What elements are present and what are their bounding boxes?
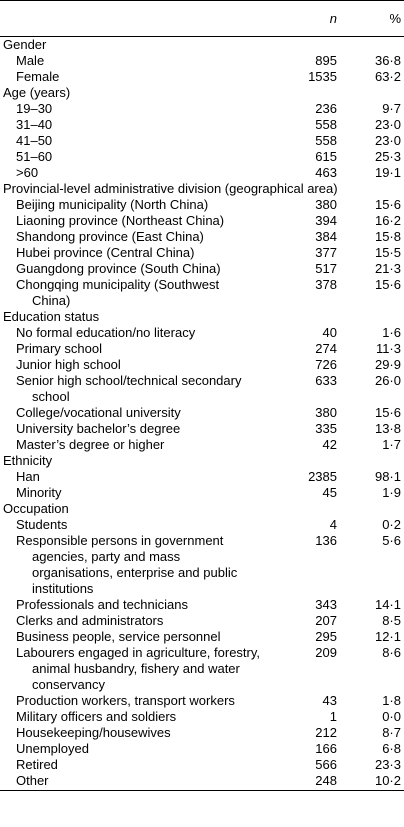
row-percent: 15·6 xyxy=(374,277,401,292)
section-title: Education status xyxy=(3,309,100,324)
row-label: Male xyxy=(16,53,45,68)
row-n: 2385 xyxy=(308,469,337,484)
table-row xyxy=(0,165,404,181)
row-percent: 19·1 xyxy=(374,165,401,180)
header-percent: % xyxy=(340,1,404,37)
row-label-cell xyxy=(0,133,260,149)
table-row xyxy=(0,485,404,501)
section-row xyxy=(0,85,404,101)
row-percent: 1·7 xyxy=(382,437,401,452)
row-n: 633 xyxy=(315,373,337,388)
row-label-cell xyxy=(0,245,260,261)
row-label-cell xyxy=(0,149,260,165)
row-n: 343 xyxy=(315,597,337,612)
row-percent: 25·3 xyxy=(374,149,401,164)
row-percent: 23·0 xyxy=(374,133,401,148)
section-title: Gender xyxy=(3,37,47,52)
row-percent: 8·7 xyxy=(382,725,401,740)
row-percent: 1·6 xyxy=(382,325,401,340)
row-percent: 8·5 xyxy=(382,613,401,628)
row-label: 19–30 xyxy=(16,101,53,116)
row-percent: 23·3 xyxy=(374,757,401,772)
row-label: 41–50 xyxy=(16,133,53,148)
row-label-cell xyxy=(0,437,260,453)
table-row xyxy=(0,69,404,85)
table-row xyxy=(0,341,404,357)
row-label: Guangdong province (South China) xyxy=(16,261,221,276)
table-row xyxy=(0,213,404,229)
table-row xyxy=(0,373,404,405)
section-row xyxy=(0,37,404,54)
table-row xyxy=(0,197,404,213)
row-n: 45 xyxy=(322,485,337,500)
row-n: 1535 xyxy=(308,69,337,84)
row-percent: 26·0 xyxy=(374,373,401,388)
row-n: 377 xyxy=(315,245,337,260)
table-row xyxy=(0,517,404,533)
row-percent: 9·7 xyxy=(382,101,401,116)
row-label: University bachelor’s degree xyxy=(16,421,181,436)
row-label: Other xyxy=(16,773,49,788)
header-blank xyxy=(0,1,260,37)
row-percent: 16·2 xyxy=(374,213,401,228)
row-percent: 6·8 xyxy=(382,741,401,756)
row-label: Housekeeping/housewives xyxy=(16,725,171,740)
section-title: Provincial-level administrative division (geographical area) xyxy=(3,181,338,196)
table-row xyxy=(0,117,404,133)
table-row xyxy=(0,277,404,309)
row-percent: 11·3 xyxy=(375,341,401,356)
row-label-cell xyxy=(0,485,260,501)
table-row xyxy=(0,533,404,597)
row-label: No formal education/no literacy xyxy=(16,325,196,340)
row-n: 615 xyxy=(315,149,337,164)
row-percent: 15·6 xyxy=(374,197,401,212)
table-body xyxy=(0,37,404,791)
row-label: Han xyxy=(16,469,40,484)
table-row xyxy=(0,437,404,453)
row-label-cell xyxy=(0,341,260,357)
row-n: 4 xyxy=(329,517,337,532)
table-row xyxy=(0,101,404,117)
row-n: 380 xyxy=(315,405,337,420)
row-label: Master’s degree or higher xyxy=(16,437,165,452)
row-label: Military officers and soldiers xyxy=(16,709,177,724)
row-label-cell xyxy=(0,213,260,229)
row-percent: 36·8 xyxy=(374,53,401,68)
table-row xyxy=(0,245,404,261)
row-n: 463 xyxy=(315,165,337,180)
row-label: Production workers, transport workers xyxy=(16,693,235,708)
row-label-cell xyxy=(0,197,260,213)
section-row xyxy=(0,181,404,197)
row-label-cell xyxy=(0,53,260,69)
table-row xyxy=(0,725,404,741)
row-label: Unemployed xyxy=(16,741,89,756)
row-percent: 15·5 xyxy=(374,245,401,260)
table-row xyxy=(0,325,404,341)
row-n: 166 xyxy=(315,741,337,756)
row-n: 42 xyxy=(322,437,337,452)
row-label-cell xyxy=(0,117,260,133)
row-label-cell xyxy=(0,261,260,277)
table-header-row xyxy=(0,1,404,37)
row-label-cell xyxy=(0,101,260,117)
row-label: Responsible persons in government agencies, party and mass organisations, enterprise and public institutions xyxy=(16,533,238,596)
row-percent: 14·1 xyxy=(374,597,401,612)
row-label: Junior high school xyxy=(16,357,121,372)
row-label-cell xyxy=(0,693,260,709)
row-n: 895 xyxy=(315,53,337,68)
table-row xyxy=(0,693,404,709)
row-n: 517 xyxy=(315,261,337,276)
row-n: 394 xyxy=(315,213,337,228)
row-n: 726 xyxy=(315,357,337,372)
row-percent: 29·9 xyxy=(374,357,401,372)
row-label-cell xyxy=(0,757,260,773)
row-label-cell xyxy=(0,421,260,437)
table-row xyxy=(0,133,404,149)
row-n: 236 xyxy=(315,101,337,116)
row-n: 248 xyxy=(260,773,340,791)
row-n: 1 xyxy=(329,709,337,724)
row-label-cell xyxy=(0,725,260,741)
table-row xyxy=(0,469,404,485)
table-row xyxy=(0,229,404,245)
row-label-cell xyxy=(0,629,260,645)
row-label: Beijing municipality (North China) xyxy=(16,197,209,212)
row-label-cell xyxy=(0,645,260,693)
row-label-cell xyxy=(0,517,260,533)
row-n: 558 xyxy=(315,133,337,148)
section-title: Ethnicity xyxy=(3,453,53,468)
header-n: n xyxy=(260,1,340,37)
row-n: 209 xyxy=(315,645,337,660)
row-label-cell xyxy=(0,709,260,725)
row-percent: 0·0 xyxy=(382,709,401,724)
row-percent: 10·2 xyxy=(340,773,404,791)
row-label-cell xyxy=(0,469,260,485)
table-row xyxy=(0,645,404,693)
row-percent: 23·0 xyxy=(374,117,401,132)
table-row xyxy=(0,421,404,437)
row-n: 136 xyxy=(315,533,337,548)
row-label: Minority xyxy=(16,485,62,500)
table-row xyxy=(0,405,404,421)
row-n: 335 xyxy=(315,421,337,436)
row-percent: 13·8 xyxy=(374,421,401,436)
table-row xyxy=(0,741,404,757)
row-n: 558 xyxy=(315,117,337,132)
row-n: 43 xyxy=(322,693,337,708)
row-label: College/vocational university xyxy=(16,405,181,420)
row-percent: 0·2 xyxy=(382,517,401,532)
row-percent: 21·3 xyxy=(374,261,401,276)
section-row xyxy=(0,453,404,469)
row-label: Shandong province (East China) xyxy=(16,229,204,244)
table-row xyxy=(0,773,404,791)
row-label-cell xyxy=(0,405,260,421)
row-percent: 1·8 xyxy=(382,693,401,708)
row-label-cell xyxy=(0,69,260,85)
row-percent: 1·9 xyxy=(382,485,401,500)
table-row xyxy=(0,53,404,69)
row-label-cell xyxy=(0,165,260,181)
row-label: Business people, service personnel xyxy=(16,629,221,644)
row-label-cell xyxy=(0,325,260,341)
row-label: 51–60 xyxy=(16,149,53,164)
section-title: Age (years) xyxy=(3,85,71,100)
table-row xyxy=(0,613,404,629)
row-percent: 15·8 xyxy=(374,229,401,244)
row-n: 274 xyxy=(315,341,337,356)
section-title: Occupation xyxy=(3,501,69,516)
section-row xyxy=(0,309,404,325)
row-percent: 98·1 xyxy=(374,469,401,484)
row-label: Labourers engaged in agriculture, forestry, animal husbandry, fishery and water conservancy xyxy=(16,645,261,692)
row-percent: 8·6 xyxy=(382,645,401,660)
section-row xyxy=(0,501,404,517)
table-row xyxy=(0,357,404,373)
row-label-cell xyxy=(0,613,260,629)
table-row xyxy=(0,261,404,277)
row-n: 40 xyxy=(322,325,337,340)
table-row xyxy=(0,629,404,645)
table-row xyxy=(0,149,404,165)
row-label: Clerks and administrators xyxy=(16,613,164,628)
row-n: 207 xyxy=(315,613,337,628)
row-label-cell xyxy=(0,773,260,791)
row-label-cell xyxy=(0,277,260,309)
row-label-cell xyxy=(0,741,260,757)
row-label-cell xyxy=(0,597,260,613)
row-label: Female xyxy=(16,69,60,84)
row-label: Hubei province (Central China) xyxy=(16,245,195,260)
row-label-cell xyxy=(0,229,260,245)
table-row xyxy=(0,709,404,725)
row-percent: 63·2 xyxy=(374,69,401,84)
table-row xyxy=(0,757,404,773)
row-label: Professionals and technicians xyxy=(16,597,188,612)
row-label: Students xyxy=(16,517,68,532)
row-n: 384 xyxy=(315,229,337,244)
row-percent: 5·6 xyxy=(382,533,401,548)
row-label: Retired xyxy=(16,757,58,772)
row-label: Liaoning province (Northeast China) xyxy=(16,213,225,228)
row-n: 212 xyxy=(315,725,337,740)
row-n: 566 xyxy=(315,757,337,772)
row-label-cell xyxy=(0,357,260,373)
row-n: 378 xyxy=(315,277,337,292)
row-label: >60 xyxy=(16,165,39,180)
row-label-cell xyxy=(0,373,260,405)
row-label: Primary school xyxy=(16,341,102,356)
row-n: 295 xyxy=(315,629,337,644)
table-row xyxy=(0,597,404,613)
row-label: 31–40 xyxy=(16,117,53,132)
row-n: 380 xyxy=(315,197,337,212)
row-percent: 12·1 xyxy=(374,629,401,644)
row-percent: 15·6 xyxy=(374,405,401,420)
row-label-cell xyxy=(0,533,260,597)
row-label: Chongqing municipality (Southwest China) xyxy=(16,277,220,308)
row-label: Senior high school/technical secondary school xyxy=(16,373,242,404)
